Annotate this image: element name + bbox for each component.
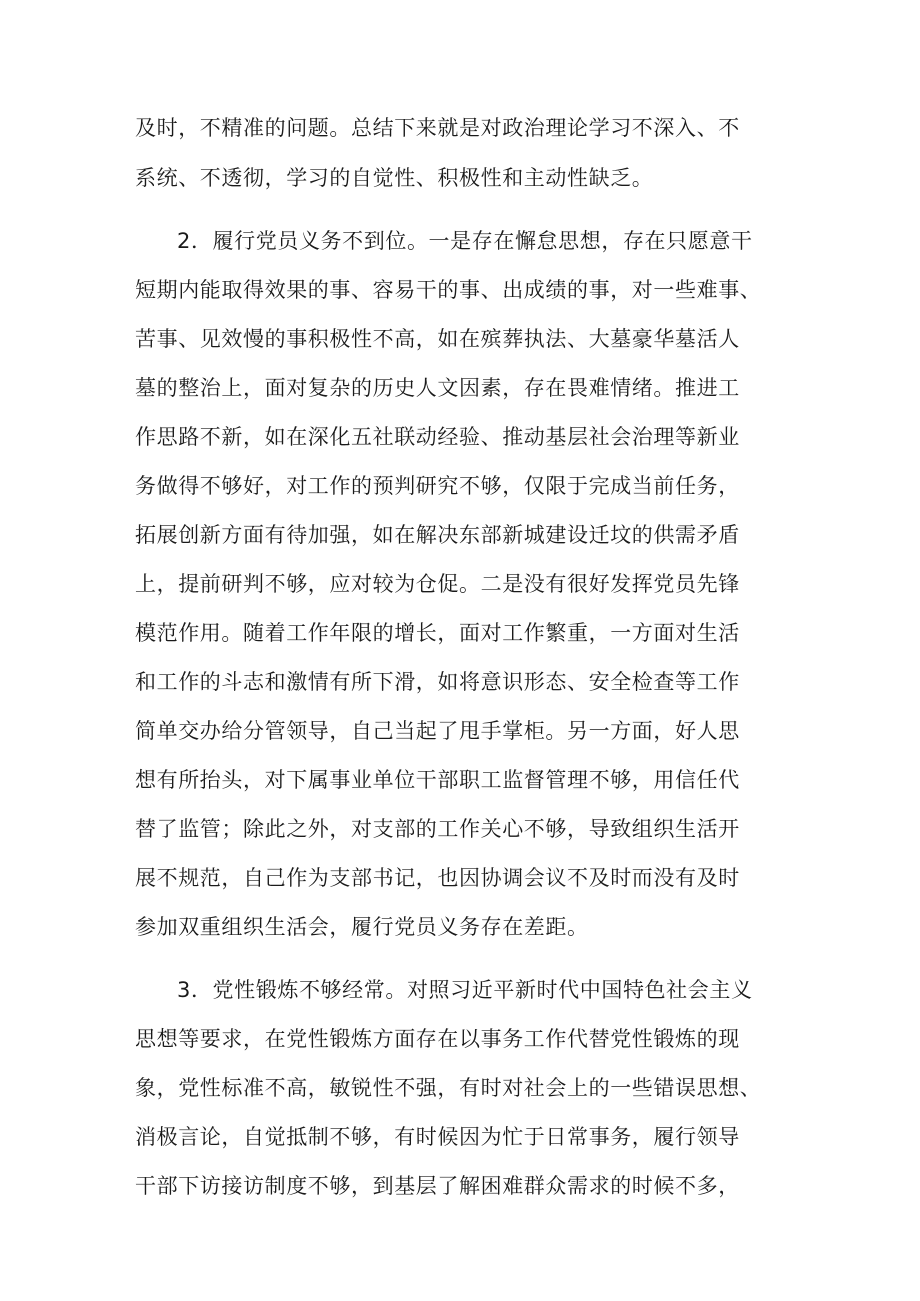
text-line: 短期内能取得效果的事、容易干的事、出成绩的事，对一些难事、 bbox=[135, 278, 762, 302]
text-line: 模范作用。随着工作年限的增长，面对工作繁重，一方面对生活 bbox=[135, 621, 740, 645]
text-line: 上，提前研判不够，应对较为仓促。二是没有很好发挥党员先锋 bbox=[135, 572, 740, 596]
text-line: 务做得不够好，对工作的预判研究不够，仅限于完成当前任务， bbox=[135, 474, 740, 498]
text-line: 苦事、见效慢的事积极性不高，如在殡葬执法、大墓豪华墓活人 bbox=[135, 327, 740, 351]
text-line: 作思路不新，如在深化五社联动经验、推动基层社会治理等新业 bbox=[135, 425, 740, 449]
text-line: 墓的整治上，面对复杂的历史人文因素，存在畏难情绪。推进工 bbox=[135, 376, 740, 400]
text-line: 参加双重组织生活会，履行党员义务存在差距。 bbox=[135, 915, 589, 939]
text-line: 简单交办给分管领导，自己当起了甩手掌柜。另一方面，好人思 bbox=[135, 719, 740, 743]
text-line: 拓展创新方面有待加强，如在解决东部新城建设迁坟的供需矛盾 bbox=[135, 523, 740, 547]
paragraph-3-start: 3．党性锻炼不够经常。对照习近平新时代中国特色社会主义 bbox=[177, 978, 753, 1002]
text-line: 象，党性标准不高，敏锐性不强，有时对社会上的一些错误思想、 bbox=[135, 1076, 762, 1100]
text-line: 想有所抬头，对下属事业单位干部职工监督管理不够，用信任代 bbox=[135, 768, 740, 792]
text-line: 消极言论，自觉抵制不够，有时候因为忙于日常事务，履行领导 bbox=[135, 1125, 740, 1149]
text-line: 思想等要求，在党性锻炼方面存在以事务工作代替党性锻炼的现 bbox=[135, 1027, 740, 1051]
text-line: 干部下访接访制度不够，到基层了解困难群众需求的时候不多， bbox=[135, 1174, 740, 1198]
text-line: 替了监管；除此之外，对支部的工作关心不够，导致组织生活开 bbox=[135, 817, 740, 841]
text-line: 及时，不精准的问题。总结下来就是对政治理论学习不深入、不 bbox=[135, 116, 740, 140]
text-line: 系统、不透彻，学习的自觉性、积极性和主动性缺乏。 bbox=[135, 166, 654, 190]
paragraph-2-start: 2．履行党员义务不到位。一是存在懈怠思想，存在只愿意干 bbox=[177, 229, 753, 253]
text-line: 展不规范，自己作为支部书记，也因协调会议不及时而没有及时 bbox=[135, 866, 740, 890]
text-line: 和工作的斗志和激情有所下滑，如将意识形态、安全检查等工作 bbox=[135, 670, 740, 694]
